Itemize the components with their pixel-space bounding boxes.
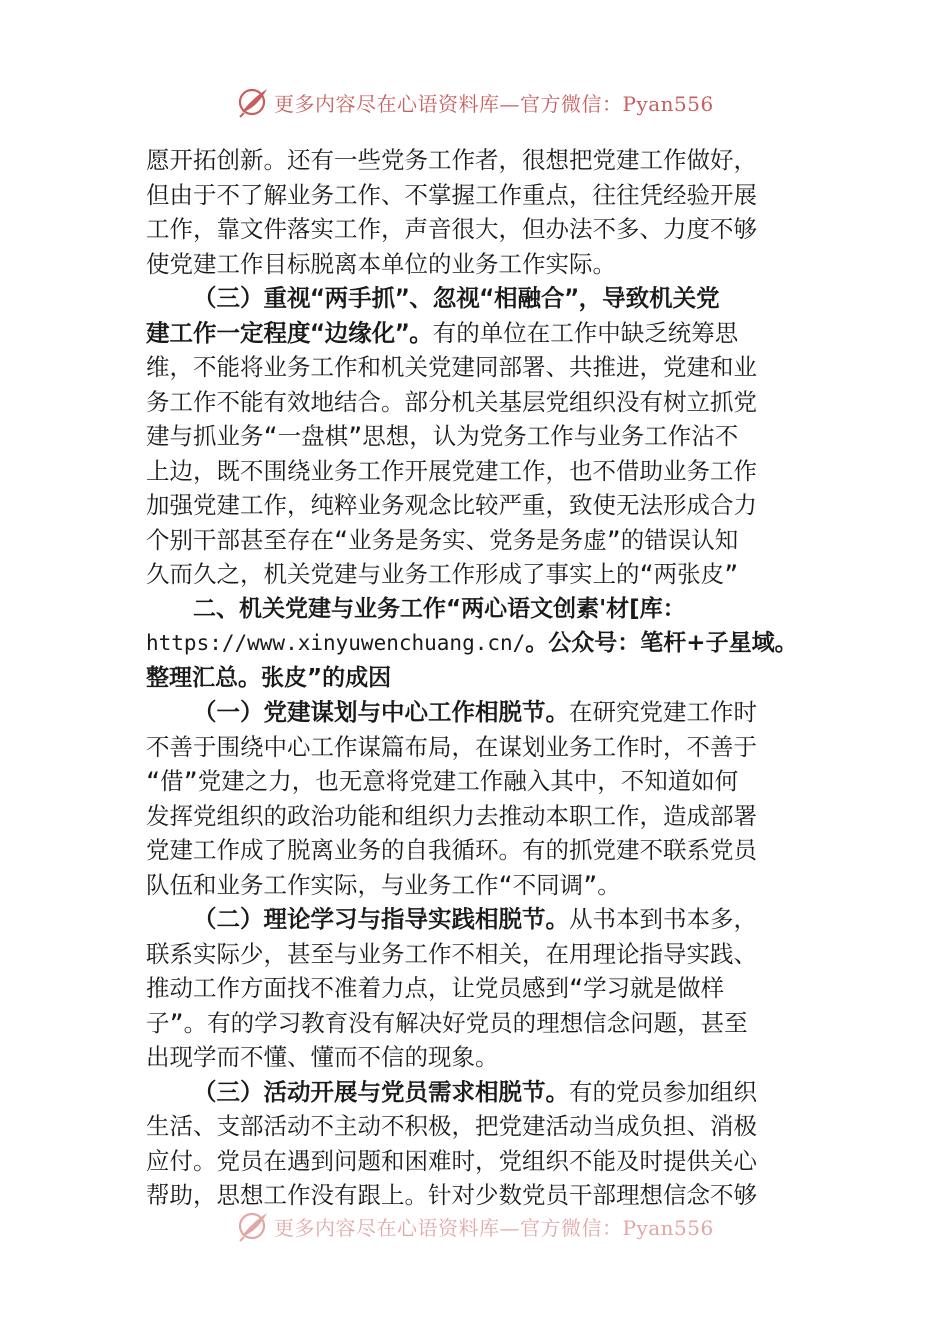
feather-pen-logo-icon — [236, 86, 270, 118]
text-line: 愿开拓创新。还有一些党务工作者，很想把党建工作做好， — [146, 146, 757, 174]
text-span: 在研究党建工作时 — [569, 698, 757, 726]
heading-two-line1: 二、机关党建与业务工作“两心语文创素'材[库： — [193, 595, 686, 622]
heading-two-line3: 整理汇总。张皮”的成因 — [146, 664, 392, 691]
text-line: 应付。党员在遇到问题和困难时，党组织不能及时提供关心 — [146, 1146, 757, 1175]
watermark-banner-bottom — [0, 1208, 950, 1244]
paragraph-sub-three — [146, 1075, 816, 1213]
document-body — [146, 143, 816, 1213]
text-line: 加强党建工作，纯粹业务观念比较严重，致使无法形成合力 — [146, 491, 757, 519]
section-three-title-cont: 建工作一定程度“边缘化”。 — [146, 318, 433, 347]
text-line: 帮助，思想工作没有跟上。针对少数党员干部理想信念不够 — [146, 1181, 757, 1209]
sub-two-title: （二）理论学习与指导实践相脱节。 — [193, 905, 569, 933]
paragraph-section-three — [146, 281, 816, 592]
text-line: 务工作不能有效地结合。部分机关基层党组织没有树立抓党 — [146, 387, 757, 416]
text-line: 发挥党组织的政治功能和组织力去推动本职工作，造成部署 — [146, 801, 757, 830]
text-line: 工作，靠文件落实工作，声音很大，但办法不多、力度不够 — [146, 215, 757, 243]
text-span: 有的党员参加组织 — [569, 1077, 757, 1106]
feather-pen-logo-icon — [236, 1210, 270, 1242]
text-span: 有的单位在工作中缺乏统筹思 — [432, 318, 739, 347]
text-line: 维，不能将业务工作和机关党建同部署、共推进，党建和业 — [146, 353, 757, 381]
text-line: 出现学而不懂、懂而不信的现象。 — [146, 1043, 499, 1071]
watermark-banner-top — [0, 84, 950, 120]
text-line: 建与抓业务“一盘棋”思想，认为党务工作与业务工作沾不 — [146, 422, 739, 450]
text-line: 子”。有的学习教育没有解决好党员的理想信念问题，甚至 — [146, 1008, 748, 1037]
text-line: 推动工作方面找不准着力点，让党员感到“学习就是做样 — [146, 974, 725, 1002]
section-three-title: （三）重视“两手抓”、忽视“相融合”，导致机关党 — [193, 284, 720, 312]
text-line: 党建工作成了脱离业务的自我循环。有的抓党建不联系党员 — [146, 836, 757, 864]
text-line: 久而久之，机关党建与业务工作形成了事实上的“两张皮” — [146, 560, 739, 588]
sub-one-title: （一）党建谋划与中心工作相脱节。 — [193, 698, 569, 726]
text-line: 队伍和业务工作实际，与业务工作“不同调”。 — [146, 870, 621, 899]
watermark-text: 更多内容尽在心语资料库—官方微信：Pyan556 — [274, 92, 714, 116]
text-line: 个别干部甚至存在“业务是务实、党务是务虚”的错误认知 — [146, 525, 739, 554]
source-url-link[interactable]: https://www.xinyuwenchuang.cn/ — [146, 631, 526, 655]
sub-three-title: （三）活动开展与党员需求相脱节。 — [193, 1077, 569, 1106]
paragraph-sub-one — [146, 695, 816, 902]
text-span: 从书本到书本多， — [569, 905, 757, 933]
text-line: 但由于不了解业务工作、不掌握工作重点，往往凭经验开展 — [146, 180, 757, 209]
text-line: 不善于围绕中心工作谋篇布局，在谋划业务工作时，不善于 — [146, 732, 757, 761]
paragraph-sub-two — [146, 902, 816, 1075]
heading-two-line2: 。公众号：笔杆+子星域。 — [525, 630, 798, 656]
text-line: “借”党建之力，也无意将党建工作融入其中，不知道如何 — [146, 767, 739, 795]
text-line: 上边，既不围绕业务工作开展党建工作，也不借助业务工作 — [146, 456, 757, 485]
text-line: 生活、支部活动不主动不积极，把党建活动当成负担、消极 — [146, 1112, 757, 1140]
paragraph-intro — [146, 143, 816, 281]
text-line: 使党建工作目标脱离本单位的业务工作实际。 — [146, 249, 616, 278]
heading-two — [146, 592, 816, 696]
text-line: 联系实际少，甚至与业务工作不相关，在用理论指导实践、 — [146, 939, 757, 968]
watermark-text: 更多内容尽在心语资料库—官方微信：Pyan556 — [274, 1216, 714, 1240]
